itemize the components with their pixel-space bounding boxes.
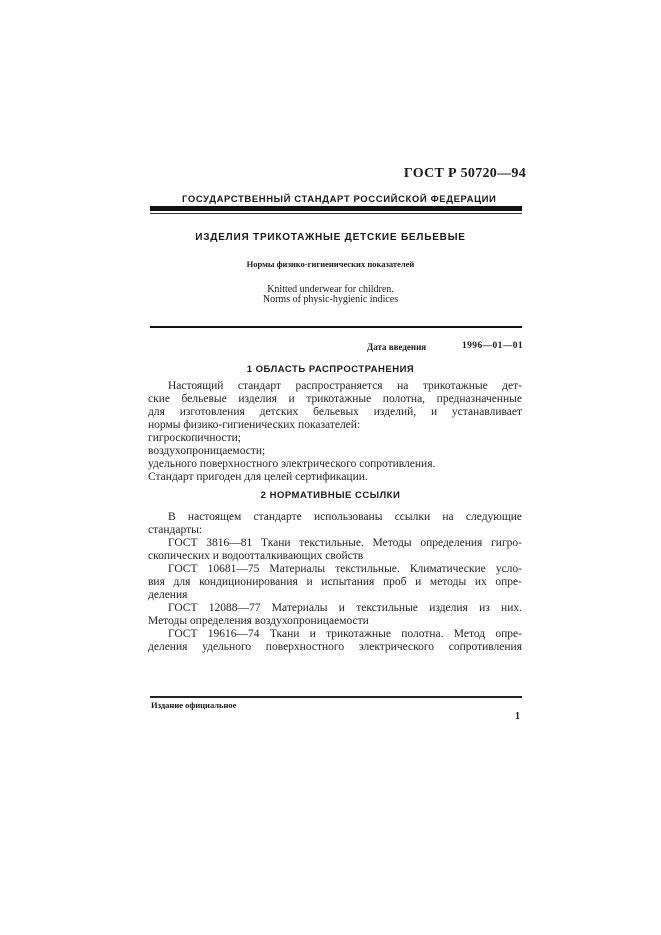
- section-2-line: вия для кондиционирования и испытания проб и методы их опре-: [148, 576, 522, 588]
- section-2-line: деления удельного поверхностного электрического сопротивления: [148, 641, 522, 653]
- section-1-line: гигроскопичности;: [148, 432, 241, 444]
- header-rule-thick: [150, 206, 522, 211]
- section-2-line: Методы определения воздухопроницаемости: [148, 615, 369, 627]
- section-1-heading: 1 ОБЛАСТЬ РАСПРОСТРАНЕНИЯ: [246, 364, 415, 375]
- section-2-line: скопических и водоотталкивающих свойств: [148, 550, 364, 562]
- section-1-line: Настоящий стандарт распространяется на трикотажные дет-: [168, 380, 522, 392]
- section-2-line: ГОСТ 3816—81 Ткани текстильные. Методы определения гигро-: [168, 537, 522, 549]
- section-2-line: деления: [148, 589, 188, 601]
- introduction-date-value: 1996—01—01: [462, 341, 523, 351]
- section-1-line: для изготовления детских бельевых изделий, и устанавливает: [148, 406, 522, 418]
- section-1-line: удельного поверхностного электрического сопротивления.: [148, 458, 436, 470]
- section-1-line: Стандарт пригоден для целей сертификации.: [148, 471, 368, 483]
- standard-number: ГОСТ Р 50720—94: [403, 166, 526, 181]
- section-2-line: ГОСТ 10681—75 Материалы текстильные. Климатические усло-: [168, 563, 522, 575]
- section-2-line: ГОСТ 12088—77 Материалы и текстильные изделия из них.: [168, 602, 522, 614]
- section-2-line: стандарты:: [148, 524, 203, 536]
- footer-rule: [150, 696, 522, 698]
- header-rule-thin: [150, 213, 522, 214]
- section-1-line: ские бельевые изделия и трикотажные полотна, предназначенные: [148, 393, 522, 405]
- section-2-heading: 2 НОРМАТИВНЫЕ ССЫЛКИ: [260, 490, 401, 501]
- introduction-date-label: Дата введения: [367, 342, 427, 352]
- edition-note: Издание официальное: [151, 700, 237, 710]
- english-title-line-1: Knitted underwear for children.: [267, 284, 394, 295]
- section-2-line: В настоящем стандарте использованы ссылки на следующие: [168, 511, 522, 523]
- title-rule: [150, 326, 522, 328]
- document-title: ИЗДЕЛИЯ ТРИКОТАЖНЫЕ ДЕТСКИЕ БЕЛЬЕВЫЕ: [195, 232, 466, 243]
- section-2-line: ГОСТ 19616—74 Ткани и трикотажные полотна. Метод опре-: [168, 628, 522, 640]
- english-title-line-2: Norms of physic-hygienic indices: [262, 294, 399, 305]
- page-number: 1: [515, 711, 520, 722]
- section-1-line: нормы физико-гигиенических показателей:: [148, 419, 361, 431]
- state-standard-heading: ГОСУДАРСТВЕННЫЙ СТАНДАРТ РОССИЙСКОЙ ФЕДЕРАЦИИ: [182, 194, 497, 205]
- document-subtitle: Нормы физико-гигиенических показателей: [246, 259, 415, 269]
- section-1-line: воздухопроницаемости;: [148, 445, 266, 457]
